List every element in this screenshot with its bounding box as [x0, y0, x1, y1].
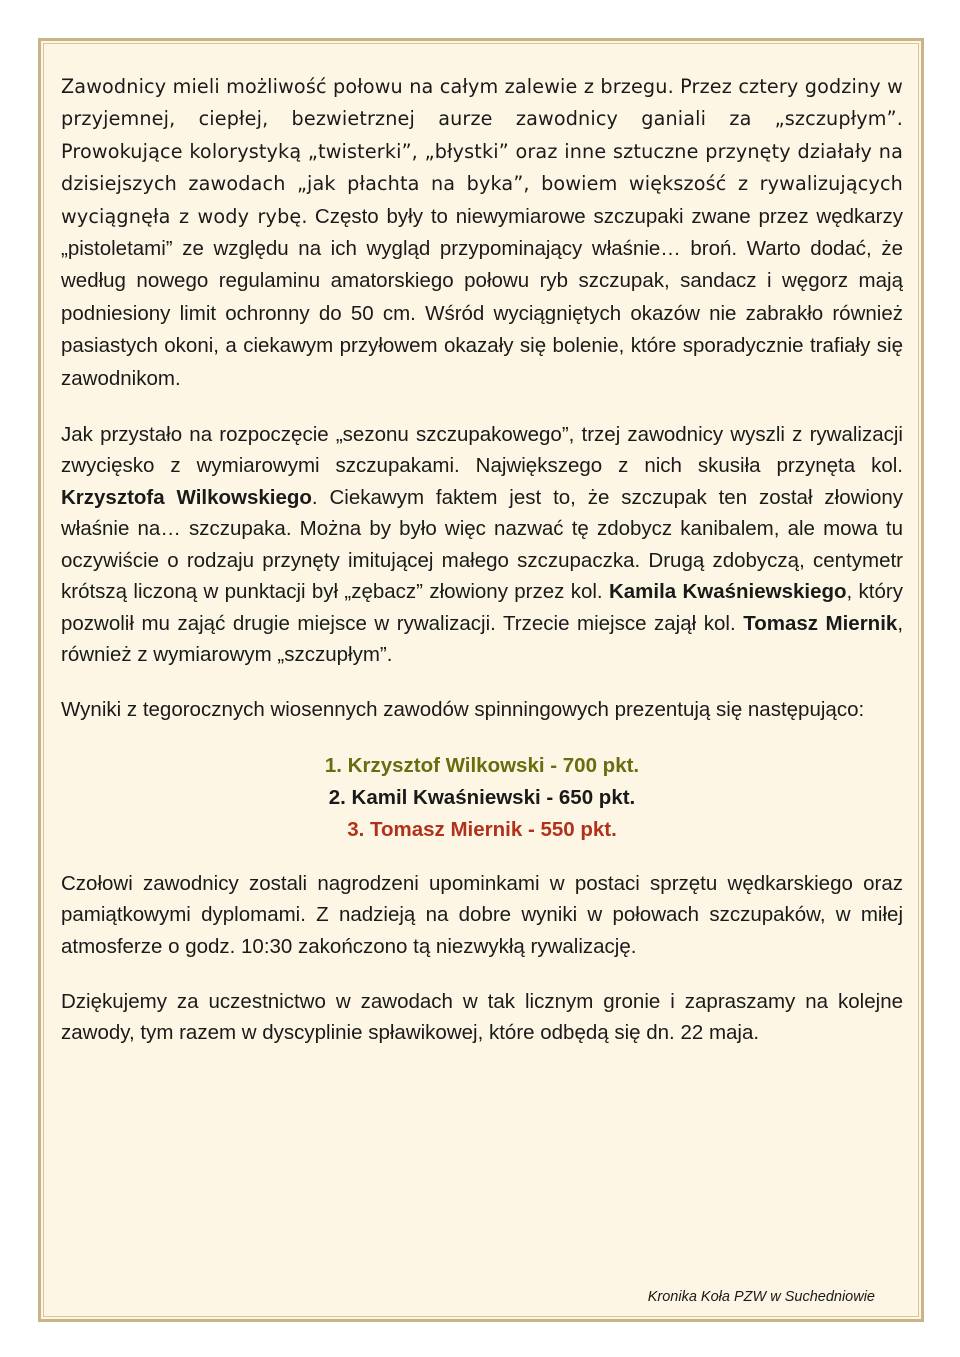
- paragraph-winners-t3: , który pozwolił mu zająć drugie miejsce w rywalizacji. Trzecie miejsce zajął kol.: [61, 580, 903, 635]
- winner-name-3: Tomasz Miernik: [743, 611, 898, 635]
- paragraph-intro-cont: Często były to niewymiarowe szczupaki zwane przez wędkarzy „pistoletami” ze względu na ich wygląd przypominający właśnie… broń. Warto dodać, że według nowego regulaminu amatorskiego połowu ryb szczupak, sandacz i węgorz mają podniesiony limit ochronny do 50 cm. Wśród wyciągniętych okazów nie zabrakło również pasiastych okoni, a ciekawym przyłowem okazały się bolenie, które sporadycznie trafiały się zawodnikom.: [61, 204, 904, 390]
- paragraph-winners-t4: , również z wymiarowym „szczupłym”.: [61, 611, 904, 666]
- paragraph-intro: [61, 71, 903, 395]
- paragraph-winners-t1: Jak przystało na rozpoczęcie „sezonu szczupakowego”, trzej zawodnicy wyszli z rywalizacji zwycięsko z wymiarowymi szczupakami. Największego z nich skusiła przynęta kol.: [61, 423, 903, 478]
- results-list: [61, 750, 903, 846]
- winner-name-2: Kamila Kwaśniewskiego: [608, 580, 847, 604]
- paragraph-winners: [61, 419, 903, 670]
- paragraph-winners-t2: . Ciekawym faktem jest to, że szczupak ten został złowiony właśnie na… szczupaka. Można by było więc nazwać tę zdobycz kanibalem, ale mowa tu oczywiście o rodzaju przynęty imitującej małego szczupaczka. Drugą zdobyczą, centymetr krótszą liczoną w punktacji był „zębacz” złowiony przez kol.: [61, 485, 904, 604]
- paragraph-awards: Czołowi zawodnicy zostali nagrodzeni upominkami w postaci sprzętu wędkarskiego oraz pamiątkowymi dyplomami. Z nadzieją na dobre wyniki w połowach szczupaków, w miłej atmosferze o godz. 10:30 zakończono tą niezwykłą rywalizację.: [61, 871, 903, 958]
- footer-signature: Kronika Koła PZW w Suchedniowie: [647, 1289, 875, 1305]
- paragraph-results-intro: Wyniki z tegorocznych wiosennych zawodów spinningowych prezentują się następująco:: [61, 698, 865, 722]
- result-first-place: 1. Krzysztof Wilkowski - 700 pkt.: [324, 753, 640, 777]
- result-third-place: 3. Tomasz Miernik - 550 pkt.: [347, 817, 617, 841]
- article-body: [61, 71, 903, 1049]
- paragraph-thanks: Dziękujemy za uczestnictwo w zawodach w tak licznym gronie i zapraszamy na kolejne zawody, tym razem w dyscyplinie spławikowej, które odbędą się dn. 22 maja.: [61, 989, 903, 1045]
- page-frame: [38, 38, 924, 1322]
- result-second-place: 2. Kamil Kwaśniewski - 650 pkt.: [328, 785, 636, 809]
- paragraph-intro-sans: Zawodnicy mieli możliwość połowu na całym zalewie z brzegu. Przez cztery godziny w przyjemnej, ciepłej, bezwietrznej aurze zawodnicy ganiali za „szczupłym”. Prowokujące kolorystyką „twisterki”, „błystki” oraz inne sztuczne przynęty działały na dzisiejszych zawodach „jak płachta na byka”, bowiem większość z rywalizujących wyciągnęła z wody rybę.: [61, 75, 903, 228]
- winner-name-1: Krzysztofa Wilkowskiego: [61, 485, 312, 509]
